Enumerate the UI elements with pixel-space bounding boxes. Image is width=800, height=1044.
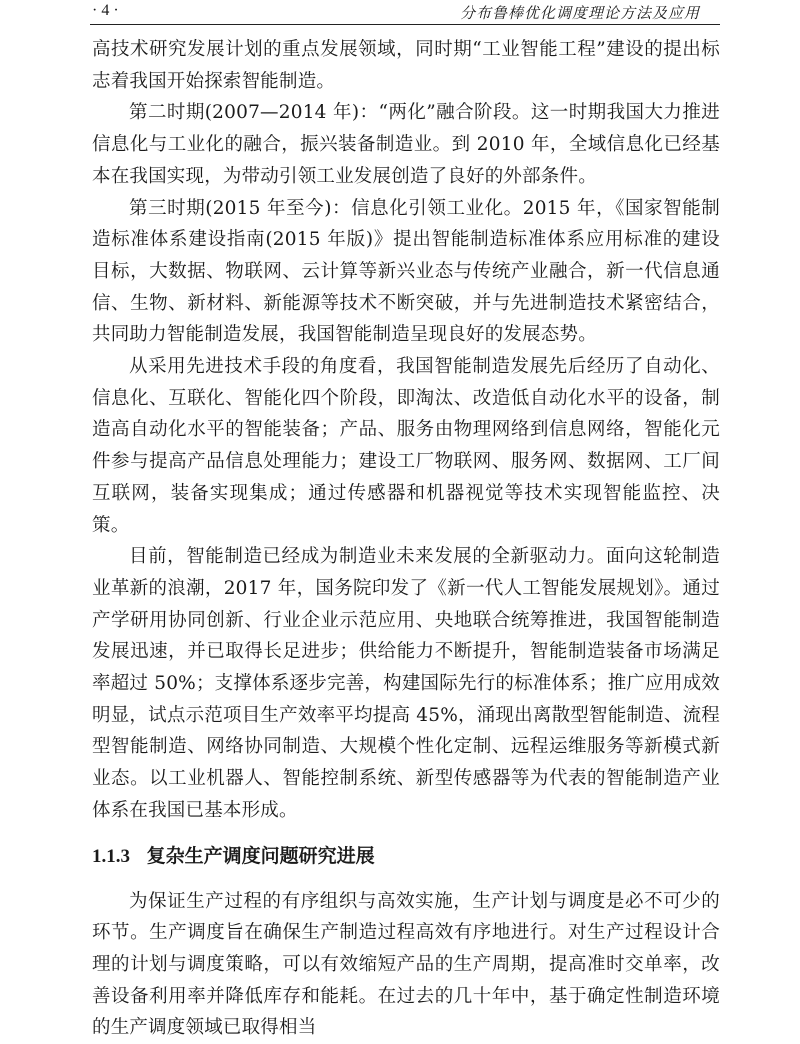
paragraph: 目前，智能制造已经成为制造业未来发展的全新驱动力。面向这轮制造业革新的浪潮，2017 年，国务院印发了《新一代人工智能发展规划》。通过产学研用协同创新、行业企业示范应用、央地联合统筹推进，我国智能制造发展迅速，并已取得长足进步；供给能力不断提升，智能制造装备市场满足率超过 50%；支撑体系逐步完善，构建国际先行的标准体系；推广应用成效明显，试点示范项目生产效率平均提高 45%，涌现出离散型智能制造、流程型智能制造、网络协同制造、大规模个性化定制、远程运维服务等新模式新业态。以工业机器人、智能控制系统、新型传感器等为代表的智能制造产业体系在我国已基本形成。 <box>92 546 720 821</box>
paragraph: 第二时期(2007—2014 年)：“两化”融合阶段。这一时期我国大力推进信息化与工业化的融合，振兴装备制造业。到 2010 年，全域信息化已经基本在我国实现，为带动引领工业发展创造了良好的外部条件。 <box>92 102 720 187</box>
paragraph: 第三时期(2015 年至今)：信息化引领工业化。2015 年，《国家智能制造标准体系建设指南(2015 年版)》提出智能制造标准体系应用标准的建设目标，大数据、物联网、云计算等新兴业态与传统产业融合，新一代信息通信、生物、新材料、新能源等技术不断突破，并与先进制造技术紧密结合，共同助力智能制造发展，我国智能制造呈现良好的发展态势。 <box>92 197 720 346</box>
paragraph: 高技术研究发展计划的重点发展领域，同时期“工业智能工程”建设的提出标志着我国开始探索智能制造。 <box>92 39 720 92</box>
page-number: · 4 · <box>92 2 119 19</box>
section-number: 1.1.3 <box>92 845 130 867</box>
paragraph: 从采用先进技术手段的角度看，我国智能制造发展先后经历了自动化、信息化、互联化、智能化四个阶段，即淘汰、改造低自动化水平的设备，制造高自动化水平的智能装备；产品、服务由物理网络到信息网络，智能化元件参与提高产品信息处理能力；建设工厂物联网、服务网、数据网、工厂间互联网，装备实现集成；通过传感器和机器视觉等技术实现智能监控、决策。 <box>92 356 720 536</box>
section-heading <box>92 841 720 872</box>
body-text <box>92 34 720 1044</box>
running-title: 分布鲁棒优化调度理论方法及应用 <box>459 4 700 22</box>
section-title: 复杂生产调度问题研究进展 <box>146 844 375 867</box>
page-header <box>90 0 720 25</box>
paragraph: 为保证生产过程的有序组织与高效实施，生产计划与调度是必不可少的环节。生产调度旨在确保生产制造过程高效有序地进行。对生产过程设计合理的计划与调度策略，可以有效缩短产品的生产周期，提高准时交单率，改善设备利用率并降低库存和能耗。在过去的几十年中，基于确定性制造环境的生产调度领域已取得相当 <box>92 890 720 1039</box>
